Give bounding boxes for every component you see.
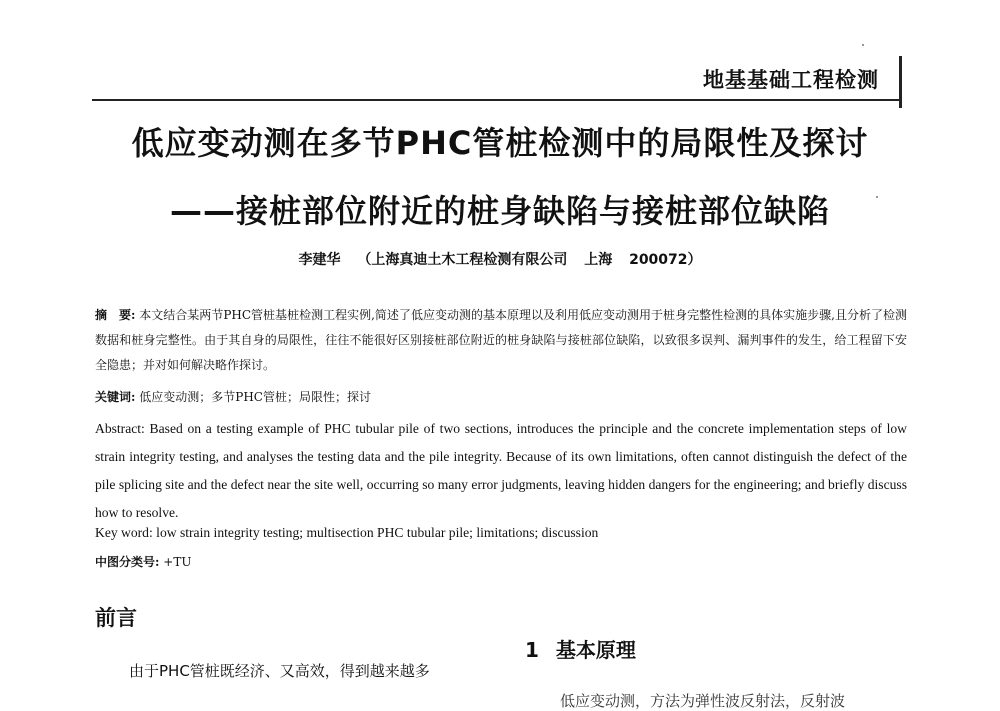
abstract-english [95, 415, 907, 527]
abstract-zh-label: 摘 要: [95, 308, 136, 322]
author-postcode: 200072） [629, 252, 702, 268]
scan-speck [862, 44, 864, 46]
keywords-en-label: Key word: [95, 525, 153, 540]
keywords-english [95, 525, 598, 541]
keywords-en-text: low strain integrity testing; multisection PHC tubular pile; limitations; discussion [156, 525, 599, 540]
header-rule [92, 99, 900, 101]
paper-subtitle: ——接桩部位附近的桩身缺陷与接桩部位缺陷 [169, 192, 830, 230]
keywords-chinese [95, 388, 371, 405]
scan-speck [876, 196, 878, 198]
author-line [0, 249, 1000, 269]
classification-number [95, 553, 191, 570]
abstract-zh-text: 本文结合某两节PHC管桩基桩检测工程实例,简述了低应变动测的基本原理以及利用低应变动测用于桩身完整性检测的具体实施步骤,且分析了检测数据和桩身完整性。由于其自身的局限性，往往不能很好区别接桩部位附近的桩身缺陷与接桩部位缺陷，以致很多误判、漏判事件的发生，给工程留下安全隐患；并对如何解决略作探讨。 [95, 308, 907, 372]
author-affiliation: （上海真迪土木工程检测有限公司 [357, 252, 568, 268]
section-title: 基本原理 [555, 638, 636, 662]
keywords-zh-text: 低应变动测；多节PHC管桩；局限性；探讨 [139, 390, 371, 404]
author-city: 上海 [584, 252, 613, 268]
abstract-chinese [95, 303, 907, 378]
author-name: 李建华 [298, 252, 341, 268]
section-heading-preface: 前言 [95, 606, 137, 630]
header-vertical-rule [899, 56, 902, 108]
classification-value: +TU [163, 555, 192, 569]
abstract-en-text: Based on a testing example of PHC tubular pile of two sections, introduces the principle and the concrete implementation steps of low strain integrity testing, and analyses the testing data and the pile integrity. Because of its own limitations, often cannot distinguish the defect of the pile splicing site and the defect near the site well, occurring so many error judgments, leaving hidden dangers for the engineering; and briefly discuss how to resolve. [95, 421, 907, 520]
body-cut-line-right: 低应变动测，方法为弹性波反射法，反射波 [560, 692, 846, 710]
section-number: 1 [525, 638, 539, 662]
preface-paragraph-line: 由于PHC管桩既经济、又高效，得到越来越多 [129, 662, 430, 680]
classification-label: 中图分类号: [95, 555, 160, 569]
running-header-label: 地基基础工程检测 [703, 68, 879, 92]
section-heading-basic-principle [525, 634, 636, 663]
keywords-zh-label: 关键词: [95, 390, 136, 404]
paper-title: 低应变动测在多节PHC管桩检测中的局限性及探讨 [131, 124, 869, 162]
abstract-en-label: Abstract: [95, 421, 145, 436]
